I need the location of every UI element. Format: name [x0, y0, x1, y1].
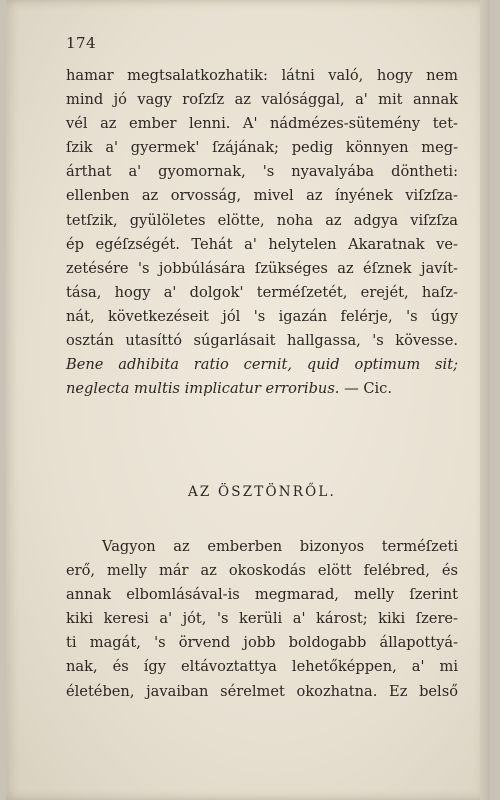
text-line: ép egéſzségét. Tehát a' helytelen Akaratnak ve-: [66, 235, 458, 253]
page-number: 174: [66, 34, 97, 52]
quote-line-last: [66, 377, 458, 401]
text-line: ſzik a' gyermek' ſzájának; pedig könnyen meg-: [66, 139, 458, 157]
text-line: tása, hogy a' dolgok' terméſzetét, erejét, haſz-: [66, 283, 458, 301]
quote-citation: — Cic.: [344, 380, 392, 398]
text-line: nát, következéseit jól 's igazán felérje, 's úgy: [66, 307, 458, 325]
text-line: ti magát, 's örvend jobb boldogabb állapottyá-: [66, 634, 458, 652]
text-line: életében, javaiban sérelmet okozhatna. Ez belső: [66, 682, 458, 700]
text-line: ellenben az orvosság, mivel az ínyének viſzſza-: [66, 187, 458, 205]
text-line: zetésére 's jobbúlására ſzükséges az éſznek javít-: [66, 259, 458, 277]
text-line: tetſzik, gyülöletes elötte, noha az adgya viſzſza: [66, 211, 458, 229]
book-page: [6, 0, 490, 800]
paragraph-2: [66, 535, 458, 704]
section-heading: AZ ÖSZTÖNRŐL.: [187, 484, 337, 500]
text-line: Vagyon az emberben bizonyos terméſzeti: [102, 538, 458, 555]
text-line: kiki keresi a' jót, 's kerüli a' károst; kiki ſzere-: [66, 610, 458, 628]
paragraph-1: [66, 64, 458, 353]
text-line: árthat a' gyomornak, 's nyavalyába döntheti:: [66, 163, 458, 181]
text-line: nak, és így eltávoztattya lehetőképpen, a' mi: [66, 658, 458, 676]
text-line: hamar megtsalatkozhatik: látni való, hogy nem: [66, 67, 458, 84]
quote-text: neglecta multis implicatur erroribus.: [66, 380, 340, 398]
text-line: erő, melly már az okoskodás elött felébred, és: [66, 562, 458, 580]
page-gutter-edge: [480, 0, 490, 800]
text-line: vél az ember lenni. A' nádmézes-sütemény tet-: [66, 115, 458, 133]
text-line: mind jó vagy roſzſz az valósággal, a' mit annak: [66, 91, 458, 109]
text-line: annak elbomlásával-is megmarad, melly ſzerint: [66, 586, 458, 604]
quote-line: Bene adhibita ratio cernit, quid optimum sit;: [66, 356, 458, 373]
text-line: osztán utasíttó súgarlásait hallgassa, 's kövesse.: [66, 332, 458, 350]
latin-quote: [66, 353, 458, 401]
